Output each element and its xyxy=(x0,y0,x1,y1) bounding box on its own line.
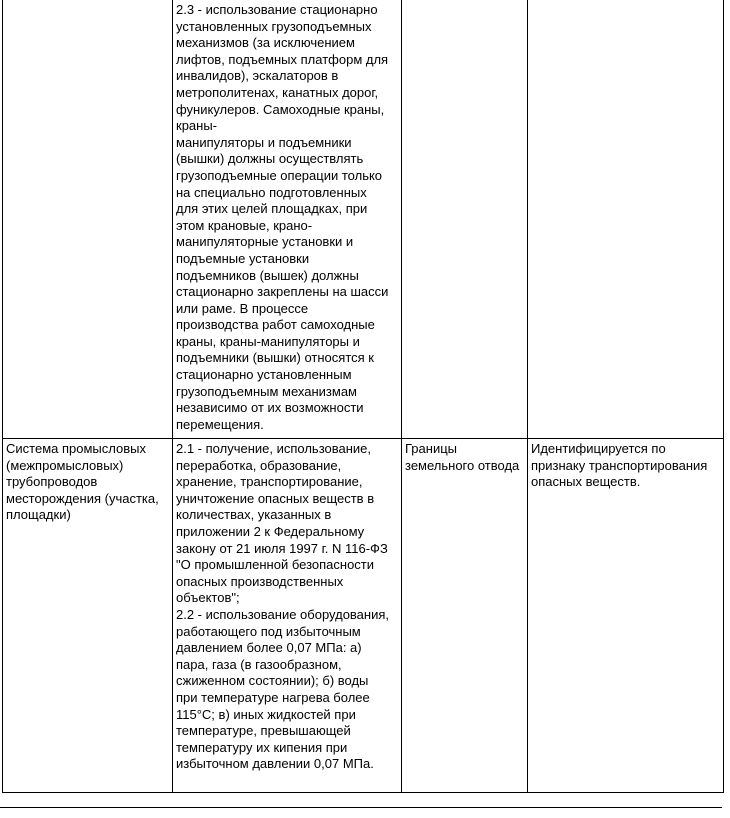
page-footer-rule xyxy=(0,807,722,808)
object-cell: Система промысловых (межпромысловых) трубопроводов месторождения (участка, площадки) xyxy=(3,439,173,793)
table-row xyxy=(3,439,724,793)
identification-cell xyxy=(528,0,724,439)
identification-cell: Идентифицируется по признаку транспортирования опасных веществ. xyxy=(528,439,724,793)
object-cell xyxy=(3,0,173,439)
criteria-cell: 2.1 - получение, использование, переработка, образование, хранение, транспортирование, уничтожение опасных веществ в количествах, указанных в приложении 2 к Федеральному закону от 21 июля 1997 г. N 116-ФЗ "О промышленной безопасности опасных производственных объектов"; 2.2 - использование оборудования, работающего под избыточным давлением более 0,07 МПа: а) пара, газа (в газообразном, сжиженном состоянии); б) воды при температуре нагрева более 115°С; в) иных жидкостей при температуре, превышающей температуру их кипения при избыточном давлении 0,07 МПа. xyxy=(173,439,402,793)
table-row xyxy=(3,0,724,439)
hazard-classification-table xyxy=(2,0,724,793)
boundary-cell xyxy=(402,0,528,439)
criteria-cell: 2.3 - использование стационарно установленных грузоподъемных механизмов (за исключением лифтов, подъемных платформ для инвалидов), эскалаторов в метрополитенах, канатных дорог, фуникулеров. Самоходные краны, краны- манипуляторы и подъемники (вышки) должны осуществлять грузоподъемные операции только на специально подготовленных для этих целей площадках, при этом крановые, крано- манипуляторные установки и подъемные установки подъемников (вышек) должны стационарно закреплены на шасси или раме. В процессе производства работ самоходные краны, краны-манипуляторы и подъемники (вышки) относятся к стационарно установленным грузоподъемным механизмам независимо от их возможности перемещения. xyxy=(173,0,402,439)
boundary-cell: Границы земельного отвода xyxy=(402,439,528,793)
